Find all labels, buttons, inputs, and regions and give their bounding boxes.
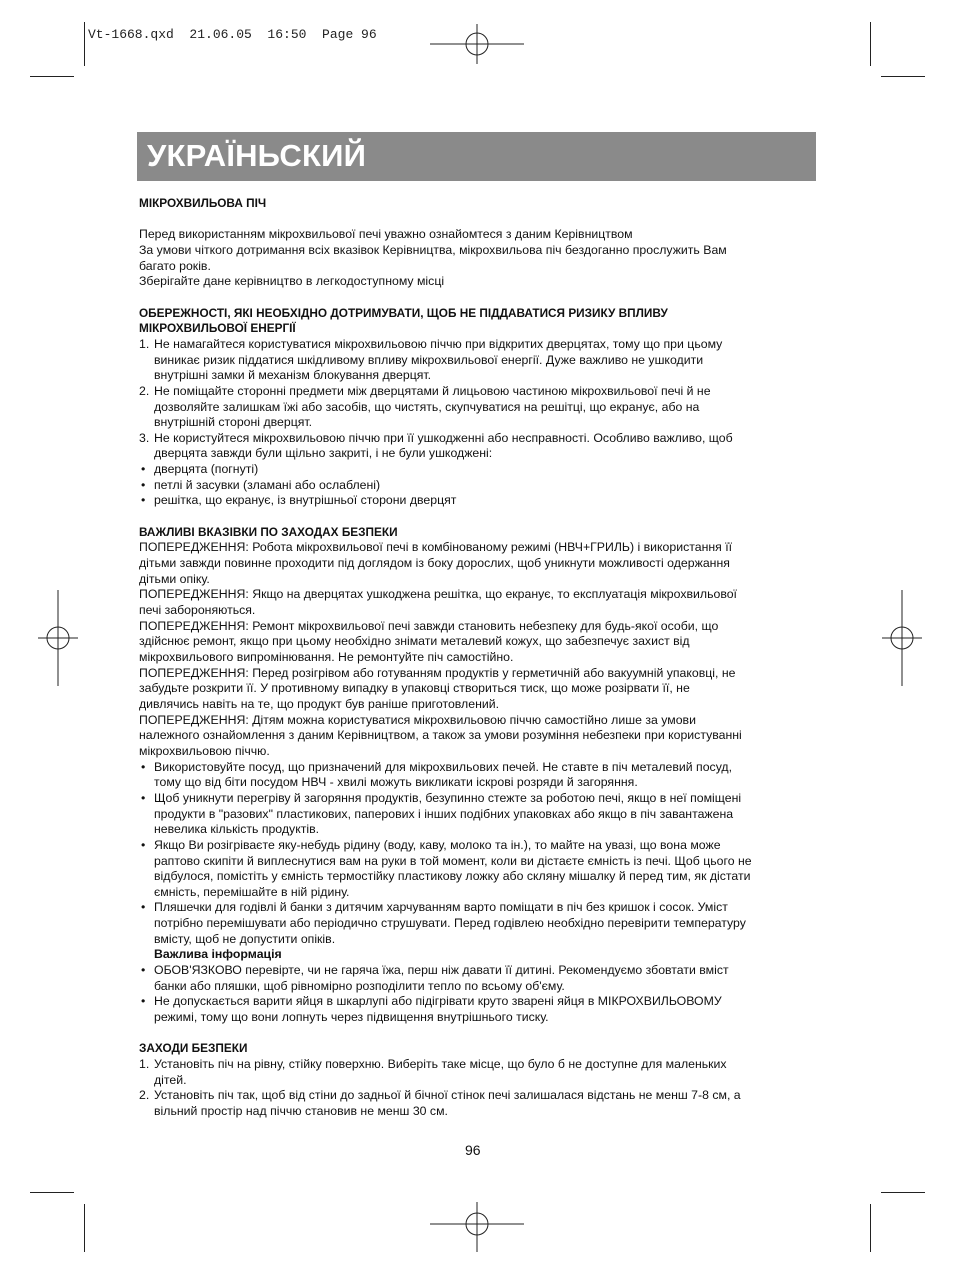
bullet-line: продукти в "разових" пластикових, паперових і інших подібних упаковках або якщо в піч завантажена (154, 806, 734, 821)
precaution-item (139, 384, 815, 431)
item-line: внутрішній стороні дверцят. (154, 415, 313, 430)
intro-line: Перед використанням мікрохвильової печі уважно ознайомтеся з даним Керівництвом (139, 227, 633, 242)
warning-paragraph (139, 666, 815, 713)
bullet-line: режимі, тому що вони лопнуть через підвищення внутрішнього тиску. (154, 1010, 549, 1025)
precaution-item (139, 431, 815, 462)
warning-line: печі забороняються. (139, 603, 256, 618)
section-heading-precautions: ОБЕРЕЖНОСТІ, ЯКІ НЕОБХІДНО ДОТРИМУВАТИ, ЩОБ НЕ ПІДДАВАТИСЯ РИЗИКУ ВПЛИВУ (139, 305, 668, 320)
bullet-icon: • (141, 837, 146, 852)
safety-item (139, 1088, 815, 1119)
item-line: внутрішні замки й механізм блокування дверцят. (154, 368, 432, 383)
bullet-line: відбулося, помістіть у ємність термостійку пластикову ложку або скляну мішалку й перед тим, як дістати (154, 869, 751, 884)
important-info-label: Важлива інформація (154, 947, 282, 962)
item-number: 1. (139, 1057, 150, 1072)
bullet-icon: • (141, 963, 146, 978)
item-line: Установіть піч на рівну, стійку поверхню. Виберіть таке місце, що було б не доступне для маленьких (154, 1057, 727, 1072)
bullet-line: Пляшечки для годівлі й банки з дитячим харчуванням варто поміщати в піч без кришок і сосок. Уміст (154, 900, 728, 915)
warning-paragraph (139, 540, 815, 587)
bullet-line: Щоб уникнути перегріву й загоряння продуктів, безупинно стежте за роботою печі, якщо в неї поміщені (154, 790, 742, 805)
bullet-line: Не допускається варити яйця в шкарлупі або підігрівати круто зварені яйця в МІКРОХВИЛЬОВОМУ (154, 994, 722, 1009)
bullet-item (139, 493, 815, 509)
intro-line: За умови чіткого дотримання всіх вказівок Керівництва, мікрохвильова піч бездоганно прослужить Вам (139, 242, 727, 257)
section-heading-microwave: МІКРОХВИЛЬОВА ПІЧ (139, 196, 267, 210)
crop-mark (881, 76, 925, 77)
item-line: вільний простір над піччю становив не менш 30 см. (154, 1104, 448, 1118)
item-line: Установіть піч так, щоб від стіни до задньої й бічної стінок печі залишалася відстань не менш 7-8 см, а (154, 1088, 741, 1103)
bullet-line: Якщо Ви розігріваєте яку-небудь рідину (воду, каву, молоко та ін.), то майте на увазі, що вона може (154, 837, 721, 852)
section-heading-safety-instructions: ВАЖЛИВІ ВКАЗІВКИ ПО ЗАХОДАХ БЕЗПЕКИ (139, 524, 398, 539)
bullet-item (139, 963, 815, 994)
precaution-item (139, 337, 815, 384)
bullet-text: петлі й засувки (зламані або ослаблені) (154, 477, 381, 492)
bullet-line: банки або пляшки, щоб рівномірно розподілити тепло по всьому об'єму. (154, 978, 565, 993)
warning-paragraph (139, 619, 815, 666)
safety-item (139, 1057, 815, 1088)
bullet-line: ОБОВ'ЯЗКОВО перевірте, чи не гаряча їжа, перш ніж давати її дитині. Рекомендуємо збовтати вміст (154, 963, 729, 978)
section-heading-safety-measures: ЗАХОДИ БЕЗПЕКИ (139, 1041, 248, 1056)
bullet-icon: • (141, 493, 146, 508)
bullet-text: решітка, що екранує, із внутрішньої сторони дверцят (154, 493, 457, 508)
crop-mark (870, 1204, 871, 1252)
intro-line: Зберігайте дане керівництво в легкодоступному місці (139, 274, 445, 289)
item-line: дозволяйте залишкам їжі або засобів, що чистять, скупчуватися на решітці, що екранує, або на (154, 399, 700, 414)
crop-mark (30, 76, 74, 77)
bullet-item (139, 900, 815, 963)
crop-mark (84, 22, 85, 66)
bullet-item (139, 478, 815, 494)
item-number: 2. (139, 383, 150, 398)
warning-line: дивлячись навіть на те, що продукт був раніше приготовлений. (139, 696, 500, 711)
bullet-icon: • (141, 790, 146, 805)
warning-line: забудьте розкрити її. У противному випадку в упаковці створиться тиск, що може розірвати її, не (139, 681, 690, 696)
bullet-line: ємність, перемішайте в ній рідину. (154, 884, 350, 899)
bullet-item (139, 760, 815, 791)
warning-line: дітьми завжди повинне проходити під доглядом із боку дорослих, щоб уникнути можливості одержання (139, 556, 730, 571)
item-line: дверцята завжди були щільно закриті, і не були ушкоджені: (154, 446, 493, 461)
item-line: виникає ризик піддатися шкідливому впливу мікрохвильової енергії. Дуже важливо не ушкодити (154, 352, 704, 367)
item-number: 3. (139, 430, 150, 445)
item-number: 2. (139, 1088, 150, 1103)
bullet-item (139, 791, 815, 838)
manual-content (139, 196, 815, 1120)
warning-line: ПОПЕРЕДЖЕННЯ: Перед розігрівом або готуванням продуктів у герметичній або вакуумній упаковці, не (139, 665, 736, 680)
warning-line: ПОПЕРЕДЖЕННЯ: Робота мікрохвильової печі в комбінованому режимі (НВЧ+ГРИЛЬ) і використання її (139, 540, 733, 555)
crop-mark (870, 22, 871, 66)
section-heading-precautions-cont: МІКРОХВИЛЬОВОЇ ЕНЕРГІЇ (139, 321, 296, 336)
item-line: Не намагайтеся користуватися мікрохвильовою піччю при відкритих дверцятах, тому що при цьому (154, 336, 723, 351)
crop-mark (30, 1192, 74, 1193)
registration-mark-right (882, 590, 922, 686)
bullet-item (139, 838, 815, 901)
bullet-icon: • (141, 994, 146, 1009)
language-banner (137, 132, 816, 181)
registration-mark-bottom (430, 1202, 524, 1252)
registration-mark-left (38, 590, 78, 686)
intro-line: багато років. (139, 258, 211, 273)
bullet-icon: • (141, 462, 146, 477)
bullet-line: тому що від біти посудом НВЧ - хвилі можуть викликати іскрові розряди й загоряння. (154, 775, 638, 790)
warning-paragraph (139, 587, 815, 618)
warning-line: дітьми опіку. (139, 571, 210, 586)
crop-mark (84, 1204, 85, 1252)
item-number: 1. (139, 336, 150, 351)
item-line: Не користуйтеся мікрохвильовою піччю при її ушкодженні або несправності. Особливо важливо, щоб (154, 430, 733, 445)
warning-line: належного ознайомлення з даним Керівництвом, а також за умови розуміння небезпеки при користуванні (139, 728, 742, 743)
warning-line: мікрохвильовою піччю. (139, 743, 270, 758)
registration-mark-top (430, 24, 524, 64)
bullet-item (139, 462, 815, 478)
bullet-line: вмісту, щоб не допустити опіків. (154, 931, 336, 946)
bullet-icon: • (141, 759, 146, 774)
warning-line: ПОПЕРЕДЖЕННЯ: Якщо на дверцятах ушкоджена решітка, що екранує, то експлуатація мікрохвильової (139, 587, 737, 602)
item-line: дітей. (154, 1072, 187, 1087)
page-number: 96 (465, 1142, 481, 1158)
bullet-icon: • (141, 477, 146, 492)
item-line: Не поміщайте сторонні предмети між дверцятами й лицьовою частиною мікрохвильової печі й не (154, 383, 711, 398)
warning-line: ПОПЕРЕДЖЕННЯ: Ремонт мікрохвильової печі завжди становить небезпеку для будь-якої особи, що (139, 618, 719, 633)
warning-line: здійснює ремонт, якщо при цьому необхідно знімати металевий кожух, що забезпечує захист від (139, 634, 690, 649)
bullet-line: потрібно перемішувати або періодично струшувати. Перед годівлею необхідно перевірити температуру (154, 916, 746, 931)
warning-paragraph (139, 713, 815, 760)
language-title: УКРАЇНЬСКИЙ (147, 138, 367, 173)
warning-line: ПОПЕРЕДЖЕННЯ: Дітям можна користуватися мікрохвильовою піччю самостійно лише за умови (139, 712, 696, 727)
bullet-line: Використовуйте посуд, що призначений для мікрохвильових печей. Не ставте в піч металевий посуд, (154, 759, 733, 774)
warning-line: мікрохвильового випромінювання. Не ремонтуйте піч самостійно. (139, 649, 514, 664)
bullet-line: раптово скипіти й виплеснутися вам на руки в той момент, коли ви дістаєте ємність із печі. Щоб цього не (154, 853, 752, 868)
bullet-item (139, 994, 815, 1025)
crop-mark (881, 1192, 925, 1193)
file-slug: Vt-1668.qxd 21.06.05 16:50 Page 96 (88, 27, 377, 42)
bullet-text: дверцята (погнуті) (154, 462, 259, 477)
bullet-icon: • (141, 900, 146, 915)
bullet-line: невелика кількість продуктів. (154, 822, 320, 837)
